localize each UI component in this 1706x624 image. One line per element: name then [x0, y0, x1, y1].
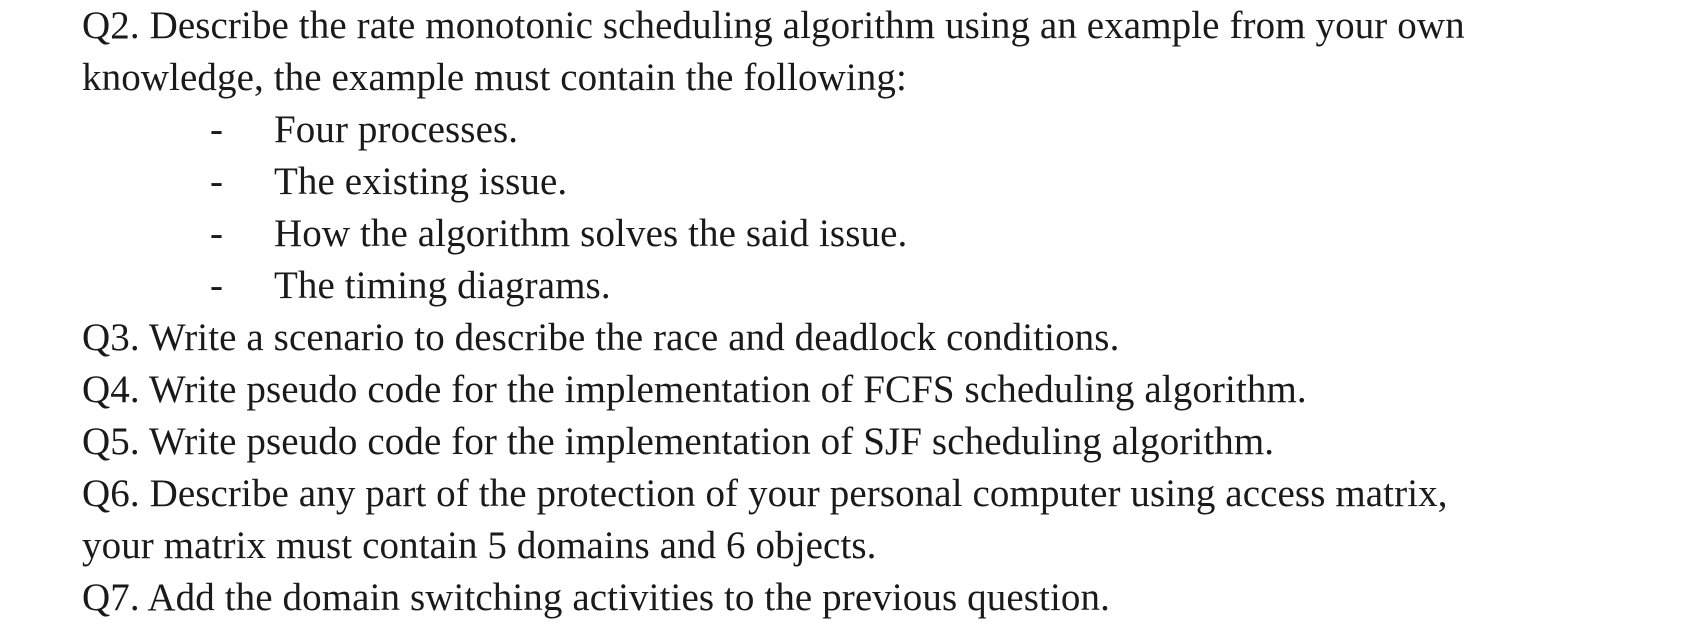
- q7-text: Q7. Add the domain switching activities to the previous question.: [82, 576, 1110, 619]
- bullet-dash: -: [210, 264, 224, 307]
- q2-bullet-item: [82, 156, 1682, 208]
- q2-bullet-item: [82, 208, 1682, 260]
- q3-text: Q3. Write a scenario to describe the race and deadlock conditions.: [82, 316, 1120, 359]
- bullet-text: Four processes.: [274, 108, 519, 151]
- q2-line-1: Q2. Describe the rate monotonic scheduling algorithm using an example from your own: [82, 4, 1465, 47]
- bullet-text: How the algorithm solves the said issue.: [274, 212, 908, 255]
- q6-line-2: your matrix must contain 5 domains and 6 objects.: [82, 524, 877, 567]
- bullet-dash: -: [210, 212, 224, 255]
- bullet-text: The existing issue.: [274, 160, 568, 203]
- bullet-text: The timing diagrams.: [274, 264, 611, 307]
- q2-bullet-item: [82, 104, 1682, 156]
- q5-text: Q5. Write pseudo code for the implementation of SJF scheduling algorithm.: [82, 420, 1275, 463]
- q2-bullet-item: [82, 260, 1682, 312]
- bullet-dash: -: [210, 108, 224, 151]
- q6-line-1: Q6. Describe any part of the protection of your personal computer using access matrix,: [82, 472, 1448, 515]
- q2-line-2: knowledge, the example must contain the following:: [82, 56, 907, 99]
- question-document: [82, 0, 1682, 624]
- q4-text: Q4. Write pseudo code for the implementation of FCFS scheduling algorithm.: [82, 368, 1307, 411]
- bullet-dash: -: [210, 160, 224, 203]
